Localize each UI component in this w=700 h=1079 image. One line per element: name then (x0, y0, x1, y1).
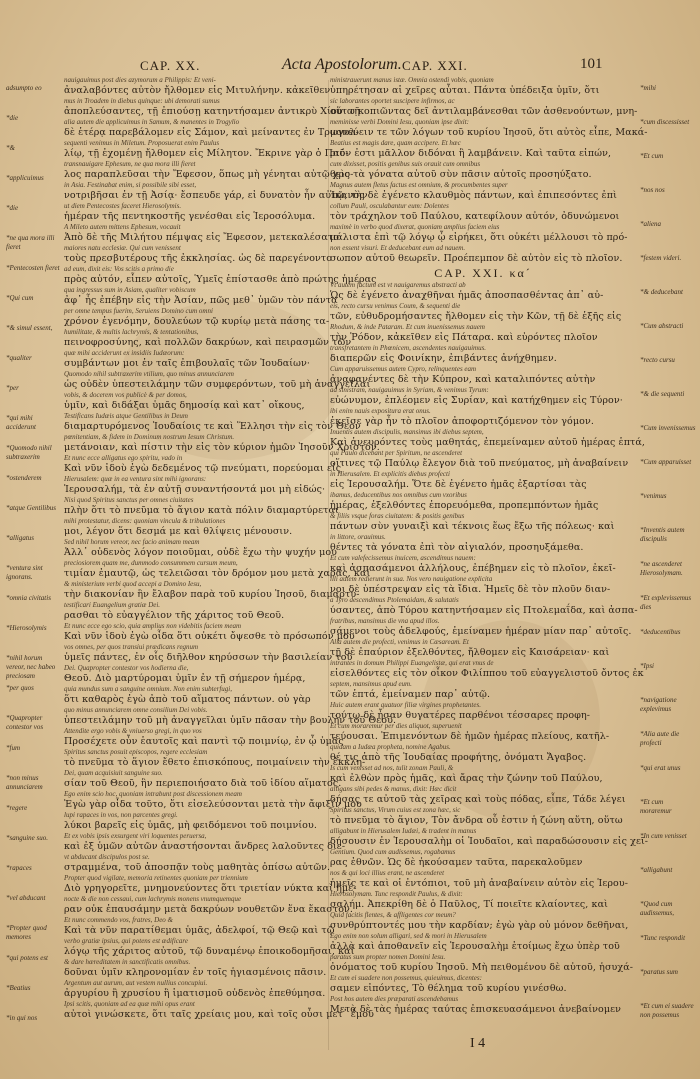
greek-text-line: συμβάντων μοι ἐν ταῖς ἐπιβουλαῖς τῶν Ἰουδαίων· (64, 358, 310, 369)
margin-note: *alligabunt (640, 866, 673, 874)
margin-note: *mihi (640, 84, 656, 92)
latin-gloss-line: Et ex vobis ipsis exsurgent viri loquentes peruersa, (64, 832, 207, 840)
greek-text-line: ἡμέραν τῆς πεντηκοστῆς γενέσθαι εἰς Ἱεροσόλυμα. (64, 211, 316, 222)
greek-text-line: μονεύειν τε τῶν λόγων τοῦ κυρίου Ἰησοῦ, ὅτι αὐτὸς εἶπε, Μακά- (330, 127, 648, 138)
latin-gloss-line: lupi rapaces in vos, non parcentes gregi. (64, 811, 178, 819)
margin-note: *paratus sum (640, 968, 678, 976)
greek-text-line: τῇ δὲ ἐπαύριον ἐξελθόντες, ἤλθομεν εἰς Καισάρειαν· καὶ (330, 647, 610, 658)
margin-note: *cum discessisset (640, 118, 690, 126)
margin-note: *Quapropter contestor vos (6, 714, 44, 731)
greek-text-line: δοῦναι ὑμῖν κληρονομίαν ἐν τοῖς ἡγιασμένοις πᾶσιν. (64, 967, 327, 978)
latin-gloss-line: testificari Euangelium gratiæ Dei. (64, 601, 161, 609)
greek-text-line: πάντων σὺν γυναιξὶ καὶ τέκνοις ἕως ἔξω τῆς πόλεως· καὶ (330, 521, 615, 532)
greek-text-line: πεινοφροσύνης, καὶ πολλῶν δακρύων, καὶ πειρασμῶν τῶν (64, 337, 352, 348)
greek-text-line: ἀργυρίου ἢ χρυσίου ἢ ἱματισμοῦ οὐδενὸς ἐπεθύμησα. (64, 988, 326, 999)
margin-note: *& simul essent, (6, 324, 53, 332)
latin-gloss-line: quidam a Iudæa propheta, nomine Agabus. (330, 743, 451, 751)
margin-note: *Pentecosten fieret (6, 264, 60, 272)
latin-gloss-line: Ipsi scitis, quoniam ad ea quæ mihi opus erant (64, 1000, 195, 1008)
greek-text-line: πλὴν ὅτι τὸ πνεῦμα τὸ ἅγιον κατὰ πόλιν διαμαρτύρεται (64, 505, 339, 516)
margin-note: *deducentibus (640, 628, 681, 636)
latin-gloss-line: Spiritus sanctus, Virum cuius est zona hæc, sic (330, 806, 461, 814)
latin-gloss-line: intrantes in domum Philippi Euangelistæ, qui erat vnus de (330, 659, 494, 667)
margin-note: *Beatius (6, 984, 31, 992)
greek-text-line: ὑπεστειλάμην τοῦ μὴ ἀναγγεῖλαι ὑμῖν πᾶσαν τὴν βουλὴν τοῦ Θεοῦ. (64, 715, 397, 726)
header-book-title: Acta Apostolorum. (282, 56, 402, 73)
greek-text-line: αὐτοὶ γινώσκετε, ὅτι ταῖς χρείαις μου, καὶ τοῖς οὖσι μετ᾽ ἐμοῦ (64, 1009, 374, 1020)
latin-gloss-line: nauigauimus post dies azymorum a Philippis: Et veni- (64, 76, 216, 84)
latin-gloss-line: Cum apparuissemus autem Cypro, relinquentes eam (330, 365, 477, 373)
margin-note: *omnia civitatis (6, 594, 51, 602)
margin-note: *ventura sint ignorans. (6, 564, 43, 581)
latin-gloss-line: in Hierusalem. Et explicitis diebus profecti (330, 470, 450, 478)
greek-text-line: σαλήμ. Ἀπεκρίθη δὲ ὁ Παῦλος, Τί ποιεῖτε κλαίοντες, καὶ (330, 899, 608, 910)
latin-gloss-line: ministrauerunt manus istæ. Omnia ostendi vobis, quoniam (330, 76, 494, 84)
margin-note: *applicuimus (6, 174, 44, 182)
latin-gloss-line: Quomodo nihil subtraxerim vtilium, quo minus annunciarem (64, 370, 234, 378)
greek-text-line: τούτῳ δὲ ἦσαν θυγατέρες παρθένοι τέσσαρες προφη- (330, 710, 591, 721)
latin-gloss-line: sic laborantes oportet suscipere infirmos, ac (330, 97, 455, 105)
left-margin-notes (6, 84, 60, 1064)
margin-note: adsumpto eo (6, 84, 42, 92)
margin-note: *qualiter (6, 354, 32, 362)
latin-gloss-line: Hierusalem: quæ in ea ventura sint mihi ignorans: (64, 475, 207, 483)
latin-gloss-line: Beatius est magis dare, quam accipere. Et hæc (330, 139, 461, 147)
greek-text-line: τῶν ἑπτά, ἐμείναμεν παρ᾽ αὐτῷ. (330, 689, 491, 700)
greek-text-line: Καὶ νῦν ἰδοὺ ἐγὼ οἶδα ὅτι οὐκέτι ὄψεσθε τὸ πρόσωπόν μου (64, 631, 355, 642)
greek-text-line: σαμεν εἰπόντες, Τὸ θέλημα τοῦ κυρίου γινέσθω. (330, 983, 567, 994)
latin-gloss-line: Et cum valefecissemus inuicem, ascendimus nauem: (330, 554, 476, 562)
latin-gloss-line: ibamus, deducentibus nos omnibus cum vxoribus (330, 491, 467, 499)
greek-text-line: δὲ ἑτέρᾳ παρεβάλομεν εἰς Σάμον, καὶ μείναντες ἐν Τρωγυλ- (64, 127, 359, 138)
margin-note: *& die sequenti (640, 390, 685, 398)
latin-gloss-line: Dei. Quapropter contestor vos hodierna die, (64, 664, 189, 672)
margin-note: *recto cursu (640, 356, 675, 364)
latin-gloss-line: Dei, quam acquisiuit sanguine suo. (64, 769, 163, 777)
greek-text-line: διαπερῶν εἰς Φοινίκην, ἐπιβάντες ἀνήχθημεν. (330, 353, 557, 364)
greek-text-line: Καὶ νῦν ἰδοὺ ἐγὼ δεδεμένος τῷ πνεύματι, πορεύομαι εἰς (64, 463, 342, 474)
latin-gloss-line: in Asia. Festinabat enim, si possibile sibi esset, (64, 181, 197, 189)
margin-note: *Alia aute die profecti (640, 730, 680, 747)
margin-note: *die (6, 204, 19, 212)
greek-text-line: σίαν τοῦ Θεοῦ, ἣν περιεποιήσατο διὰ τοῦ ἰδίου αἵματος. (64, 778, 342, 789)
greek-text-line: νοι δὲ ὑπέστρεψαν εἰς τὰ ἴδια. Ἡμεῖς δὲ τὸν πλοῦν διαν- (330, 584, 611, 595)
greek-text-line: Ἐγὼ γὰρ οἶδα τοῦτο, ὅτι εἰσελεύσονται μετὰ τὴν ἄφιξίν μου (64, 799, 362, 810)
latin-gloss-line: Et nunc ecce ego scio, quia amplius non videbitis faciem meam (64, 622, 242, 630)
greek-text-line: λίῳ, τῇ ἐχομένῃ ἤλθομεν εἰς Μίλητον. Ἔκρινε γὰρ ὁ Παῦ- (64, 148, 349, 159)
latin-gloss-line: transnauigare Ephesum, ne qua mora illi fieret (64, 160, 196, 168)
latin-gloss-line: nocte & die non cessaui, cum lachrymis monens vnumquemque (64, 895, 242, 903)
latin-gloss-line: mus in Troadem in diebus quinque: ubi demorati sumus (64, 97, 220, 105)
greek-text-line: στραμμένα, τοῦ ἀποσπᾷν τοὺς μαθητὰς ὀπίσω αὐτῶν. (64, 862, 331, 873)
margin-note: *& (6, 144, 15, 152)
margin-note: *in qui nos (6, 1014, 38, 1022)
greek-text-line: ἐκεῖσε γὰρ ἦν τὸ πλοῖον ἀποφορτιζόμενον τὸν γόμον. (330, 416, 594, 427)
latin-gloss-line: Argentum aut aurum, aut vestem nullius concupiui. (64, 979, 208, 987)
greek-text-line: ὅτι καθαρὸς ἐγὼ ἀπὸ τοῦ αἵματος πάντων. οὐ γὰρ (64, 694, 311, 705)
margin-note: *nos nos (640, 186, 665, 194)
greek-text-line: Θεοῦ. Διὸ μαρτύρομαι ὑμῖν ἐν τῇ σήμερον ἡμέρᾳ, (64, 673, 306, 684)
margin-note: *festem videri. (640, 254, 682, 262)
margin-note: *venimus (640, 492, 667, 500)
latin-gloss-line: Is cum venisset ad nos, tulit zonam Pauli, & (330, 764, 454, 772)
margin-note: *non minus annunciarem (6, 774, 43, 791)
signature-mark: I 4 (470, 1036, 486, 1051)
greek-text-line: εὐώνυμον, ἐπλέομεν εἰς Συρίαν, καὶ κατήχθημεν εἰς Τύρον· (330, 395, 623, 406)
latin-gloss-line: verbo gratiæ ipsius, qui potens est ædificare (64, 937, 188, 945)
latin-gloss-line: & ministerium verbi quod accepi a Domino Iesu, (64, 580, 202, 588)
greek-text-line: λύκοι βαρεῖς εἰς ὑμᾶς, μὴ φειδόμενοι τοῦ ποιμνίου. (64, 820, 317, 831)
latin-gloss-line: Testificans Iudæis atque Gentilibus in Deum (64, 412, 188, 420)
latin-gloss-line: ad eum, dixit eis: Vos scitis a primo die (64, 265, 174, 273)
greek-text-line: τὴν Ῥόδον, κἀκεῖθεν εἰς Πάταρα. καὶ εὑρόντες πλοῖον (330, 332, 598, 343)
margin-note: *& deducebant (640, 288, 683, 296)
latin-gloss-line: Et cum ei suadere non possemus, quieuimus, dicentes: (330, 974, 482, 982)
latin-gloss-line: A Mileto autem mittens Ephesum, vocauit (64, 223, 181, 231)
greek-text-line: οὕτω κοπιῶντας δεῖ ἀντιλαμβάνεσθαι τῶν ἀσθενούντων, μνη- (330, 106, 638, 117)
latin-gloss-line: Et nunc ecce alligatus ego spiritu, vado in (64, 454, 183, 462)
latin-gloss-line: Vt autem factum est vt nauigaremus abstracti ab (330, 281, 466, 289)
latin-gloss-line: sequenti venimus in Miletum. Proposuerat enim Paulus (64, 139, 220, 147)
running-header (40, 56, 680, 78)
greek-text-line: τὸ πνεῦμα τὸ ἅγιον ἔθετο ἐπισκόπους, ποιμαίνειν τὴν ἐκκλη- (64, 757, 366, 768)
margin-note: *qui mihi acciderunt (6, 414, 36, 431)
latin-gloss-line: Attendite ergo vobis & vniuerso gregi, in quo vos (64, 727, 202, 735)
greek-text-line: Ἀλλ᾽ οὐδενὸς λόγον ποιοῦμαι, οὐδὲ ἔχω τὴν ψυχήν μου (64, 547, 338, 558)
latin-gloss-line: Huic autem erant quatuor filiæ virgines prophetantes. (330, 701, 481, 709)
latin-gloss-line: non essent visuri. Et deducebant eum ad nauem. (330, 244, 466, 252)
latin-gloss-line: ut diem Pentecostes faceret Hierosolymis. (64, 202, 182, 210)
greek-text-line: Καὶ ἀνευρόντες τοὺς μαθητάς, ἐπεμείναμεν αὐτοῦ ἡμέρας ἑπτά, (330, 437, 646, 448)
greek-text-line: ἀναφανέντες δὲ τὴν Κύπρον, καὶ καταλιπόντες αὐτὴν (330, 374, 596, 385)
greek-text-line: ραν οὐκ ἐπαυσάμην μετὰ δακρύων νουθετῶν ἕνα ἕκαστον. (64, 904, 354, 915)
latin-gloss-line: collum Pauli, osculabantur eum: Dolentes (330, 202, 449, 210)
latin-gloss-line: in littore, orauimus. (330, 533, 386, 541)
margin-note: *Et cum (640, 152, 664, 160)
margin-note: *Quomodo nihil subtraxerim (6, 444, 52, 461)
latin-gloss-line: Quid facitis flentes, & affligentes cor meum? (330, 911, 456, 919)
greek-text-line: καὶ ἐλθὼν πρὸς ἡμᾶς, καὶ ἄρας τὴν ζώνην τοῦ Παύλου, (330, 773, 603, 784)
latin-gloss-line: Magnus autem fletus factus est omnium, & procumbentes super (330, 181, 508, 189)
latin-gloss-line: ad sinistram, nauigauimus in Syriam, & venimus Tyrum: (330, 386, 489, 394)
latin-gloss-line: transfretantem in Phœnicem, ascendentes nauigauimus. (330, 344, 487, 352)
margin-note: *qui erat unus (640, 764, 681, 772)
latin-gloss-line: vos omnes, per quos transiui prædicans regnum (64, 643, 199, 651)
latin-gloss-line: ibi enim nauis expositura erat onus. (330, 407, 431, 415)
margin-note: *rapaces (6, 864, 32, 872)
margin-note: *Cum apparuisset (640, 458, 692, 466)
greek-text-line: ἡμεῖς τε καὶ οἱ ἐντόπιοι, τοῦ μὴ ἀναβαίνειν αὐτὸν εἰς Ἱερου- (330, 878, 629, 889)
margin-note: *Hierosolymis (6, 624, 47, 632)
margin-note: *alligatus (6, 534, 35, 542)
margin-note: *Inventis autem discipulis (640, 526, 685, 543)
greek-text-line: διαμαρτυρόμενος Ἰουδαίοις τε καὶ Ἕλλησι τὴν εἰς τὸν Θεὸν (64, 421, 361, 432)
chapter-heading: CAP. XXI. κα´ (434, 266, 532, 280)
latin-gloss-line: preciosiorem quam me, dummodo consummem cursum meum, (64, 559, 238, 567)
margin-note: *ne ascenderet Hierosolymam. (640, 560, 683, 577)
greek-text-line: καὶ ἐξ ὑμῶν αὐτῶν ἀναστήσονται ἄνδρες λαλοῦντες διε- (64, 841, 346, 852)
greek-text-line: νοτριβῆσαι ἐν τῇ Ἀσίᾳ· ἔσπευδε γάρ, εἰ δυνατὸν ἦν αὐτῷ, τὴν (64, 190, 368, 201)
latin-gloss-line: fratribus, mansimus die vna apud illos. (330, 617, 440, 625)
margin-note: *Ipsi (640, 662, 654, 670)
greek-text-line: Διὸ γρηγορεῖτε, μνημονεύοντες ὅτι τριετίαν νύκτα καὶ ἡμέ- (64, 883, 357, 894)
latin-gloss-line: quia mundus sum a sanguine omnium. Non enim subterfugi, (64, 685, 232, 693)
latin-gloss-line: maiores natu ecclesiæ. Qui cum venissent (64, 244, 181, 252)
latin-gloss-line: quæ mihi acciderunt ex insidiis Iudæorum: (64, 349, 185, 357)
margin-note: *Et cum ei suadere non possemus (640, 1002, 694, 1019)
latin-gloss-line: Nisi quod Spiritus sanctus per omnes ciuitates (64, 496, 194, 504)
greek-text-line: ὑμεῖς πάντες, ἐν οἷς διῆλθον κηρύσσων τὴν βασιλείαν τοῦ (64, 652, 353, 663)
latin-gloss-line: Et cum moraremur per dies aliquot, superuenit (330, 722, 462, 730)
latin-gloss-line: mihi protestatur, dicens: quoniam vincula & tribulationes (64, 517, 226, 525)
greek-text-line: Καὶ τὰ νῦν παρατίθεμαι ὑμᾶς, ἀδελφοί, τῷ Θεῷ καὶ τῷ (64, 925, 335, 936)
page-number: 101 (580, 56, 603, 72)
greek-text-line: ἀναλαβόντες αὐτὸν ἤλθομεν εἰς Μιτυλήνην. κἀκεῖθεν (64, 85, 331, 96)
greek-text-line: τεύουσαι. Ἐπιμενόντων δὲ ἡμῶν ἡμέρας πλείους, κατῆλ- (330, 731, 610, 742)
greek-text-line: Ὡς δὲ ἐγένετο ἀναχθῆναι ἡμᾶς ἀποσπασθέντας ἀπ᾽ αὐ- (330, 290, 604, 301)
greek-text-line: οἵτινες τῷ Παύλῳ ἔλεγον διὰ τοῦ πνεύματος, μὴ ἀναβαίνειν (330, 458, 629, 469)
greek-text-line: ρασθαι τὸ εὐαγγέλιον τῆς χάριτος τοῦ Θεοῦ. (64, 610, 285, 621)
greek-text-line: ρας ἐθνῶν. Ὡς δὲ ἠκούσαμεν ταῦτα, παρεκαλοῦμεν (330, 857, 583, 868)
margin-note: *Quod cum audissemus, (640, 900, 675, 917)
greek-text-line: ριόν ἐστι μᾶλλον διδόναι ἢ λαμβάνειν. Καὶ ταῦτα εἰπών, (330, 148, 612, 159)
latin-gloss-line: quo minus annunciarem omne consilium Dei vobis. (64, 706, 208, 714)
greek-text-line: τὸ πνεῦμα τὸ ἅγιον, Τὸν ἄνδρα οὗ ἐστιν ἡ ζώνη αὕτη, οὕτω (330, 815, 623, 826)
greek-text-line: εἰς Ἱερουσαλήμ. Ὅτε δὲ ἐγένετο ἡμᾶς ἐξαρτίσαι τὰς (330, 479, 587, 490)
latin-gloss-line: Inuentis autem discipulis, mansimus ibi diebus septem, (330, 428, 484, 436)
greek-text-line: τοὺς πρεσβυτέρους τῆς ἐκκλησίας. ὡς δὲ παρεγένοντο (64, 253, 333, 264)
latin-gloss-line: meminisse verbi Domini Iesu, quoniam ipse dixit: (330, 118, 470, 126)
margin-note: *Cum abstracti (640, 322, 684, 330)
margin-note: *Propter quod memores (6, 924, 47, 941)
greek-text-line: ἀφ᾽ ἧς ἐπέβην εἰς τὴν Ἀσίαν, πῶς μεθ᾽ ὑμῶν τὸν πάντα (64, 295, 338, 306)
latin-gloss-line: septem, mansimus apud eum. (330, 680, 412, 688)
greek-text-line: ἀλλὰ καὶ ἀποθανεῖν εἰς Ἱερουσαλὴμ ἑτοίμως ἔχω ὑπὲρ τοῦ (330, 941, 620, 952)
greek-text-line: καὶ ἀσπασάμενοι ἀλλήλους, ἐπέβημεν εἰς τὸ πλοῖον, ἐκεῖ- (330, 563, 616, 574)
latin-gloss-line: Spiritus sanctus posuit episcopos, regere ecclesiam (64, 748, 208, 756)
greek-text-line: λόγῳ τῆς χάριτος αὐτοῦ, τῷ δυναμένῳ ἐποικοδομῆσαι, καὶ (64, 946, 355, 957)
greek-text-line: θέ τις ἀπὸ τῆς Ἰουδαίας προφήτης, ὀνόματι Ἄγαβος. (330, 752, 587, 763)
greek-text-line: τιμίαν ἐμαυτῷ, ὡς τελειῶσαι τὸν δρόμον μου μετὰ χαρᾶς, καὶ (64, 568, 371, 579)
header-chapter-left: CAP. XX. (140, 58, 201, 73)
greek-text-line: σάμενοι τοὺς ἀδελφούς, ἐμείναμεν ἡμέραν μίαν παρ᾽ αὐτοῖς. (330, 626, 632, 637)
margin-note: *ostenderem (6, 474, 42, 482)
latin-gloss-line: alligabunt in Hierusalem Iudæi, & tradent in manus (330, 827, 477, 835)
latin-gloss-line: Et nunc commendo vos, fratres, Deo & (64, 916, 173, 924)
latin-gloss-line: Alia autem die profecti, venimus in Cæsaream. Et (330, 638, 469, 646)
latin-gloss-line: alia autem die applicuimus in Samum, & manentes in Trogylio (64, 118, 240, 126)
margin-note: *per quos (6, 684, 34, 692)
margin-note: *regere (6, 804, 28, 812)
latin-gloss-line: per omne tempus fuerim, Seruiens Domino cum omni (64, 307, 213, 315)
latin-gloss-line: & filiis vsque foras ciuitatem: & positis genibus (330, 512, 465, 520)
greek-text-line: μοι, λέγον ὅτι δεσμά με καὶ θλίψεις μένουσιν. (64, 526, 293, 537)
latin-gloss-line: Gentium. Quod cum audissemus, rogabamus (330, 848, 456, 856)
greek-text-line: ὑμῖν, καὶ διδάξαι ὑμᾶς δημοσίᾳ καὶ κατ᾽ οἴκους, (64, 400, 305, 411)
header-chapter-right: CAP. XXI. (402, 58, 468, 73)
margin-note: *nihil horum vereor, nec habeo preciosam (6, 654, 56, 680)
latin-gloss-line: eis, recto cursu venimus Coum, & sequenti die (330, 302, 461, 310)
margin-note: *fum (6, 744, 20, 752)
greek-text-line: συνθρύπτοντές μου τὴν καρδίαν; ἐγὼ γὰρ οὐ μόνον δεθῆναι, (330, 920, 629, 931)
margin-note: *atque Gentilibus (6, 504, 56, 512)
latin-gloss-line: Ego enim non solum alligari, sed & mori in Hierusalem (330, 932, 487, 940)
margin-note: *Et explevissemus dies (640, 594, 692, 611)
latin-gloss-line: Propter quod vigilate, memoria retinentes quoniam per triennium (64, 874, 248, 882)
greek-text-line: Ἱερουσαλήμ, τὰ ἐν αὐτῇ συναντήσοντά μοι μὴ εἰδώς· (64, 484, 326, 495)
greek-text-line: ἡμέρας, ἐξελθόντες ἐπορευόμεθα, προπεμπόντων ἡμᾶς (330, 500, 599, 511)
margin-note: *vel abducant (6, 894, 46, 902)
greek-text-line: Ἀπὸ δὲ τῆς Μιλήτου πέμψας εἰς Ἔφεσον, μετεκαλέσατο (64, 232, 340, 243)
margin-note: *aliena (640, 220, 661, 228)
right-margin-notes (640, 84, 696, 1064)
latin-gloss-line: Hierosolymam. Tunc respondit Paulus, & dixit: (330, 890, 463, 898)
greek-text-line: τῶν, εὐθυδρομήσαντες ἤλθομεν εἰς τὴν Κῶν, τῇ δὲ ἑξῆς εἰς (330, 311, 622, 322)
latin-gloss-line: Sed nihil horum vereor, nec facio animam meam (64, 538, 200, 546)
latin-gloss-line: humilitate, & multis lachrymis, & tentationibus, (64, 328, 199, 336)
greek-text-line: λος παραπλεῦσαι τὴν Ἔφεσον, ὅπως μὴ γένηται αὐτῷ χρο- (64, 169, 354, 180)
latin-gloss-line: vobis, & docerem vos publicè & per domos, (64, 391, 187, 399)
latin-gloss-line: vt abducant discipulos post se. (64, 853, 150, 861)
latin-gloss-line: qua ingressus sum in Asiam, qualiter vobiscum (64, 286, 196, 294)
latin-gloss-line: a Tyro descendimus Ptolemaidam, & salutatis (330, 596, 459, 604)
latin-gloss-line: nos & qui loci illius erant, ne ascenderet (330, 869, 445, 877)
latin-gloss-line: cum dixisset, positis genibus suis orauit cum omnibus (330, 160, 481, 168)
margin-note: *ne qua mora illi fieret (6, 234, 55, 251)
latin-gloss-line: paratus sum propter nomen Domini Iesu. (330, 953, 446, 961)
margin-note: *sanguine suo. (6, 834, 48, 842)
latin-gloss-line: Rhodum, & inde Pataram. Et cum inuenissemus nauem (330, 323, 485, 331)
greek-text-line: εἰσελθόντες εἰς τὸν οἶκον Φιλίππου τοῦ εὐαγγελιστοῦ ὄντος ἐκ (330, 668, 644, 679)
greek-text-line: ὡς οὐδὲν ὑπεστειλάμην τῶν συμφερόντων, τοῦ μὴ ἀναγγεῖλαι (64, 379, 371, 390)
latin-gloss-line: alligans sibi pedes & manus, dixit: Hæc dicit (330, 785, 457, 793)
greek-text-line: πρὸς αὐτόν, εἶπεν αὐτοῖς, Ὑμεῖς ἐπίστασθε ἀπὸ πρώτης ἡμέρας (64, 274, 377, 285)
margin-note: *Tunc respondit (640, 934, 686, 942)
greek-text-line: ὑπηρέτησαν αἱ χεῖρες αὗται. Πάντα ὑπέδειξα ὑμῖν, ὅτι (330, 85, 600, 96)
greek-text-line: ὀνόματος τοῦ κυρίου Ἰησοῦ. Μὴ πειθομένου δὲ αὐτοῦ, ἡσυχά- (330, 962, 634, 973)
latin-gloss-line: Post hos autem dies præparati ascendebamus (330, 995, 459, 1003)
greek-text-line: χρόνον ἐγενόμην, δουλεύων τῷ κυρίῳ μετὰ πάσης τα- (64, 316, 330, 327)
latin-gloss-line: illi autem redierunt in sua. Nos vero nauigatione explicita (330, 575, 493, 583)
greek-text-line: Ἱκανὸς δὲ ἐγένετο κλαυθμὸς πάντων, καὶ ἐπιπεσόντες ἐπὶ (330, 190, 617, 201)
greek-text-line: Προσέχετε οὖν ἑαυτοῖς καὶ παντὶ τῷ ποιμνίῳ, ἐν ᾧ ὑμᾶς (64, 736, 344, 747)
margin-note: *navigatione explevimus (640, 696, 677, 713)
latin-gloss-line: maximè in verbo quod dixerat, quoniam amplius faciem eius (330, 223, 500, 231)
greek-text-line: μάλιστα ἐπὶ τῷ λόγῳ ᾧ εἰρήκει, ὅτι οὐκέτι μέλλουσι τὸ πρό- (330, 232, 628, 243)
latin-gloss-line: qui Paulo dicebant per Spiritum, ne ascenderet (330, 449, 463, 457)
greek-text-line: θέντες τὰ γόνατα ἐπὶ τὸν αἰγιαλόν, προσηυξάμεθα. (330, 542, 584, 553)
greek-text-line: θεὶς τὰ γόνατα αὐτοῦ σὺν πᾶσιν αὐτοῖς προσηύξατο. (330, 169, 592, 180)
greek-text-line: σωπον αὐτοῦ θεωρεῖν. Προέπεμπον δὲ αὐτὸν εἰς τὸ πλοῖον. (330, 253, 623, 264)
greek-text-line: τὸν τράχηλον τοῦ Παύλου, κατεφίλουν αὐτόν, ὀδυνώμενοι (330, 211, 620, 222)
greek-text-line: ύσαντες, ἀπὸ Τύρου κατηντήσαμεν εἰς Πτολεμαΐδα, καὶ ἀσπα- (330, 605, 638, 616)
margin-note: *Qui cum (6, 294, 34, 302)
greek-text-line: τὴν διακονίαν ἣν ἔλαβον παρὰ τοῦ κυρίου Ἰησοῦ, διαμαρτύ- (64, 589, 360, 600)
latin-gloss-line: Ego enim scio hoc, quoniam intrabunt post discessionem meam (64, 790, 242, 798)
greek-text-line: δήσας τε αὐτοῦ τὰς χεῖρας καὶ τοὺς πόδας, εἶπε, Τάδε λέγει (330, 794, 626, 805)
margin-note: *qui potens est (6, 954, 48, 962)
margin-note: *die (6, 114, 19, 122)
margin-note: *In cum venisset (640, 832, 687, 840)
latin-gloss-line: & dare hæreditatem in sanctificatis omnibus. (64, 958, 191, 966)
latin-gloss-line: pœnitentiam, & fidem in Dominum nostrum Iesum Christum. (64, 433, 235, 441)
margin-note: *Et cum moraremur (640, 798, 672, 815)
margin-note: *Cum invenissemus (640, 424, 696, 432)
greek-text-line: Μετὰ δὲ τὰς ἡμέρας ταύτας ἐπισκευασάμενοι ἀνεβαίνομεν (330, 1004, 622, 1015)
greek-text-line: ἀποπλεύσαντες, τῇ ἐπιούσῃ κατηντήσαμεν ἀντικρὺ Χίου· τῇ (64, 106, 361, 117)
margin-note: *per (6, 384, 19, 392)
greek-text-line: δήσουσιν ἐν Ἱερουσαλὴμ οἱ Ἰουδαῖοι, καὶ παραδώσουσιν εἰς χεῖ- (330, 836, 649, 847)
greek-text-line: μετάνοιαν, καὶ πίστιν τὴν εἰς τὸν κύριον ἡμῶν Ἰησοῦν Χριστόν. (64, 442, 380, 453)
